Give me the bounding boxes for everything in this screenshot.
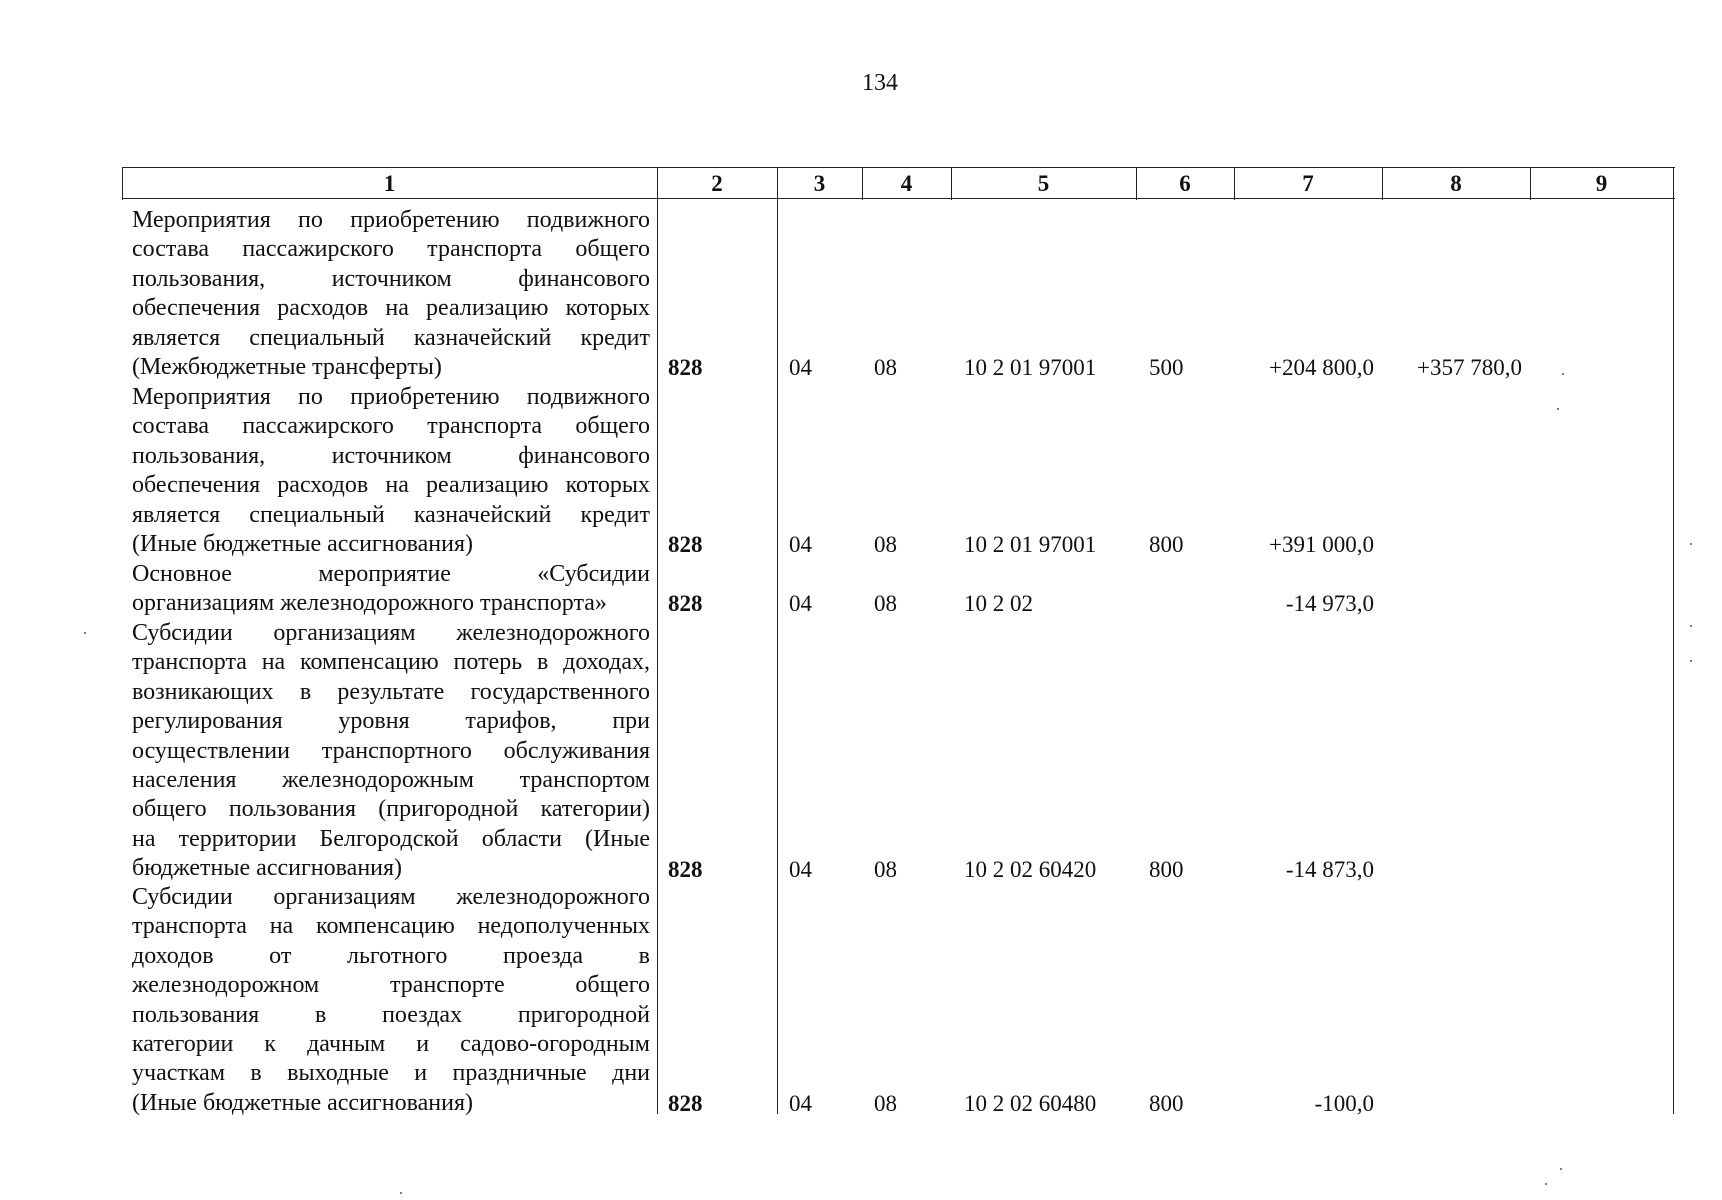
description-line: общего пользования (пригородной категории) [132,796,650,823]
description-line: категории к дачным и садово-огородным [132,1031,650,1058]
header-col-9: 9 [1595,171,1608,196]
description-line: Мероприятия по приобретению подвижного [132,384,650,410]
scan-speck [1560,1168,1562,1170]
description-line: (Межбюджетные трансферты) [132,354,442,381]
cell-target-article: 10 2 02 60420 [964,857,1097,882]
header-col-4: 4 [900,171,913,196]
cell-subsection: 08 [874,1091,897,1116]
cell-expense-type: 800 [1149,857,1184,882]
scan-speck [400,1192,402,1194]
cell-section: 04 [789,355,812,380]
description-line: организациям железнодорожного транспорта» [132,590,607,617]
cell-amount-col7: -14 973,0 [1285,591,1374,616]
description-line: осуществлении транспортного обслуживания [132,737,650,764]
cell-ministry-code: 828 [668,591,703,616]
description-line: транспорта на компенсацию потерь в доходах, [132,649,650,676]
description-line: возникающих в результате государственного [132,678,650,705]
scan-speck [1690,660,1692,662]
cell-section: 04 [789,591,812,616]
header-col-8: 8 [1450,171,1462,196]
description-line: (Иные бюджетные ассигнования) [132,531,473,558]
cell-amount-col7: -14 873,0 [1285,857,1374,882]
cell-target-article: 10 2 01 97001 [964,532,1097,557]
description-line: является специальный казначейский кредит [132,501,650,528]
description-line: пользования, источником финансового [132,442,650,469]
cell-section: 04 [789,532,812,557]
cell-section: 04 [789,857,812,882]
description-line: состава пассажирского транспорта общего [132,236,650,263]
description-line: населения железнодорожным транспортом [132,767,650,794]
cell-amount-col7: +204 800,0 [1269,355,1374,380]
header-col-2: 2 [711,171,723,196]
row-description [132,883,650,1118]
cell-amount-col7: -100,0 [1314,1091,1374,1116]
cell-amount-col8: +357 780,0 [1417,355,1522,380]
cell-expense-type: 500 [1149,355,1184,380]
scan-speck [84,632,86,634]
cell-ministry-code: 828 [668,857,703,882]
description-line: Субсидии организациям железнодорожного [132,884,650,910]
description-line: обеспечения расходов на реализацию которых [132,472,650,499]
cell-target-article: 10 2 02 [964,591,1033,616]
col-border-right [1673,167,1674,1114]
description-line: транспорта на компенсацию недополученных [132,913,650,940]
scan-speck [1557,408,1559,410]
cell-subsection: 08 [874,355,897,380]
description-line: доходов от льготного проезда в [132,942,650,969]
header-col-5: 5 [1037,171,1050,196]
description-line: Субсидии организациям железнодорожного [132,620,650,646]
description-line: является специальный казначейский кредит [132,324,650,351]
description-line: состава пассажирского транспорта общего [132,413,650,440]
cell-amount-col7: +391 000,0 [1269,532,1374,557]
cell-expense-type: 800 [1149,532,1184,557]
header-col-6: 6 [1179,171,1191,196]
description-line: пользования в поездах пригородной [132,1001,650,1028]
header-col-1: 1 [383,171,396,196]
row-description [132,383,650,559]
cell-ministry-code: 828 [668,1091,703,1116]
cell-subsection: 08 [874,532,897,557]
cell-subsection: 08 [874,591,897,616]
row-description [132,560,650,619]
col-border-2-3 [777,167,778,1114]
cell-target-article: 10 2 02 60480 [964,1091,1097,1116]
description-line: бюджетные ассигнования) [132,855,403,882]
cell-expense-type: 800 [1149,1091,1184,1116]
scan-speck [1690,625,1692,627]
scan-speck [1545,1183,1547,1185]
scan-speck [1690,543,1692,545]
description-line: на территории Белгородской области (Иные [132,825,650,852]
row-description [132,619,650,884]
scan-speck [1562,373,1564,375]
page-number: 134 [862,70,898,96]
description-line: регулирования уровня тарифов, при [132,708,650,735]
budget-table [122,167,1675,1114]
description-line: участкам в выходные и праздничные дни [132,1060,650,1087]
description-line: Мероприятия по приобретению подвижного [132,207,650,233]
description-line: Основное мероприятие «Субсидии [132,561,650,587]
cell-section: 04 [789,1091,812,1116]
description-line: железнодорожном транспорте общего [132,972,650,999]
cell-ministry-code: 828 [668,355,703,380]
cell-subsection: 08 [874,857,897,882]
cell-target-article: 10 2 01 97001 [964,355,1097,380]
description-line: пользования, источником финансового [132,265,650,292]
header-col-3: 3 [813,171,826,196]
description-line: обеспечения расходов на реализацию которых [132,295,650,322]
cell-ministry-code: 828 [668,532,703,557]
header-col-7: 7 [1302,171,1314,196]
col-border-1-2 [657,167,658,1114]
description-line: (Иные бюджетные ассигнования) [132,1089,473,1116]
table-top-border [122,167,1675,168]
row-description [132,206,650,382]
